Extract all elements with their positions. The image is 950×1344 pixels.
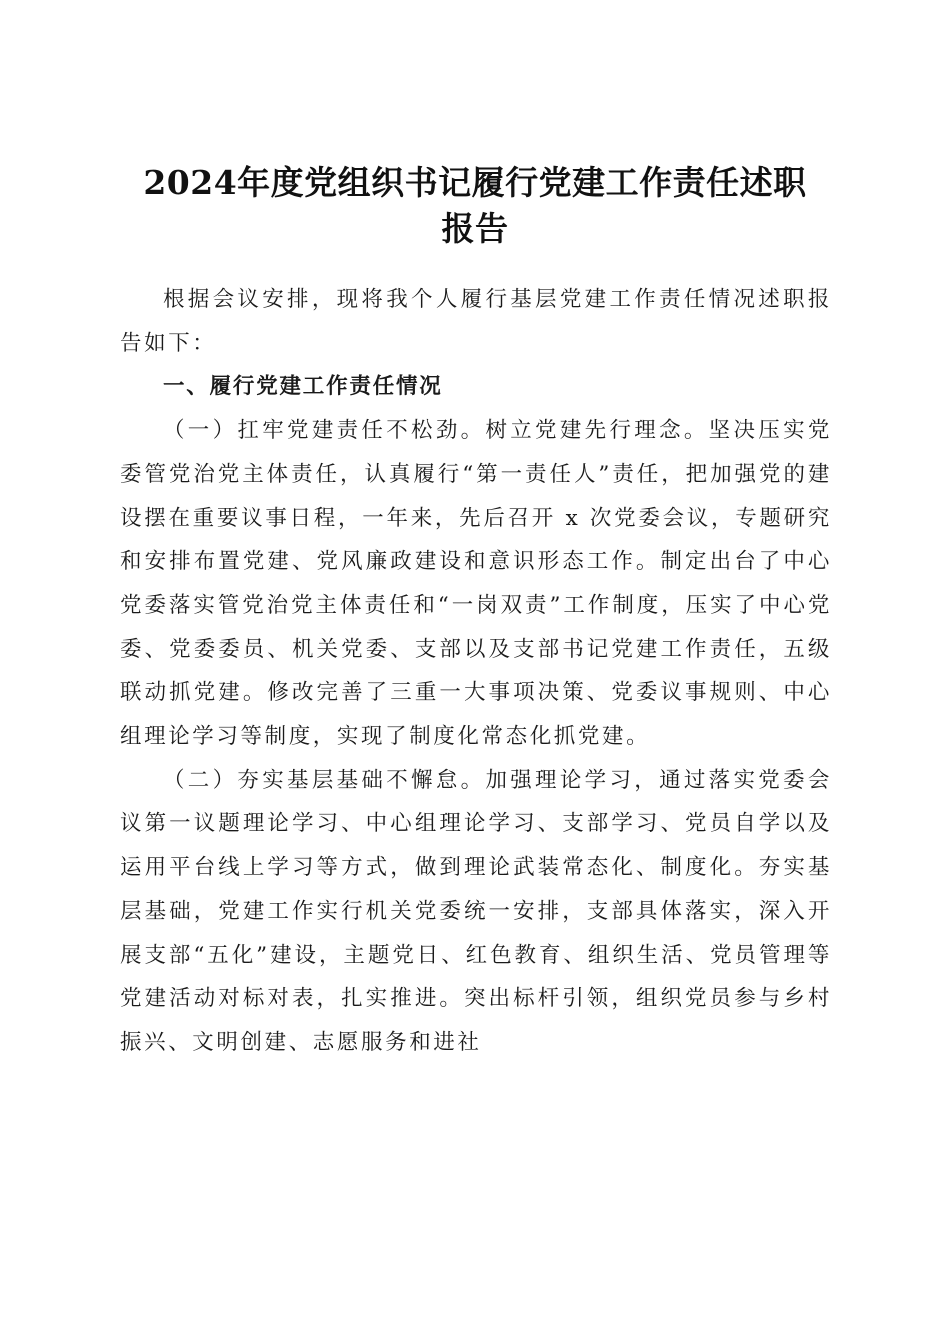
title-line-2: 报告 [441, 209, 509, 249]
intro-paragraph: 根据会议安排，现将我个人履行基层党建工作责任情况述职报告如下： [120, 287, 832, 356]
title-line-1: 2024年度党组织书记履行党建工作责任述职 [143, 163, 807, 203]
body-paragraph-2: （二）夯实基层基础不懈怠。加强理论学习，通过落实党委会议第一议题理论学习、中心组理论学习、支部学习、党员自学以及运用平台线上学习等方式，做到理论武装常态化、制度化。夯实基层基础，党建工作实行机关党委统一安排，支部具体落实，深入开展支部“五化”建设，主题党日、红色教育、组织生活、党员管理等党建活动对标对表，扎实推进。突出标杆引领，组织党员参与乡村振兴、文明创建、志愿服务和进社 [120, 767, 832, 1055]
document-title [110, 160, 840, 252]
body-paragraph-1: （一）扛牢党建责任不松劲。树立党建先行理念。坚决压实党委管党治党主体责任，认真履行“第一责任人”责任，把加强党的建设摆在重要议事日程，一年来，先后召开 x 次党委会议，专题研究和安排布置党建、党风廉政建设和意识形态工作。制定出台了中心党委落实管党治党主体责任和“一岗双责”工作制度，压实了中心党委、党委委员、机关党委、支部以及支部书记党建工作责任，五级联动抓党建。修改完善了三重一大事项决策、党委议事规则、中心组理论学习等制度，实现了制度化常态化抓党建。 [120, 418, 832, 750]
section-heading: 一、履行党建工作责任情况 [163, 374, 443, 400]
document-body [120, 278, 832, 1065]
